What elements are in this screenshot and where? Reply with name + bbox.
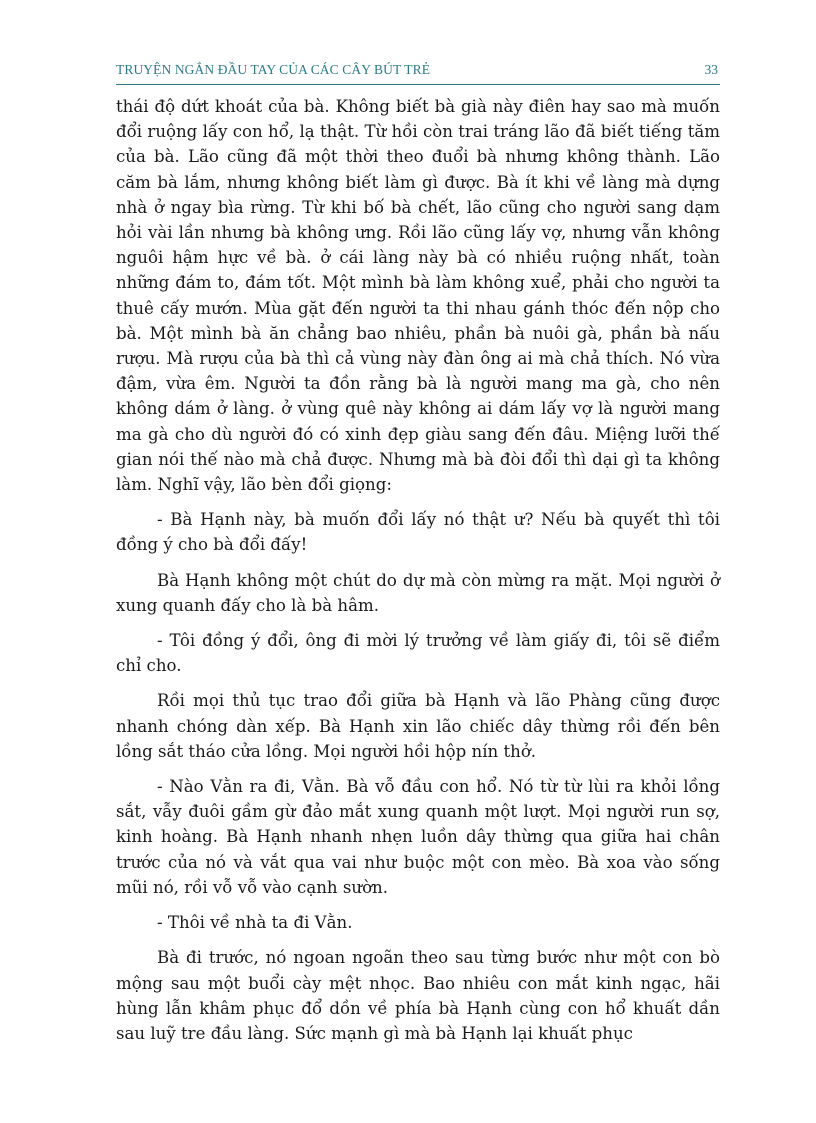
paragraph: Bà đi trước, nó ngoan ngoãn theo sau từng bước như một con bò mộng sau một buổi cày mệt nhọc. Bao nhiêu con mắt kinh ngạc, hãi hùng lẫn khâm phục đổ dồn về phía bà Hạnh cùng con hổ khuất dần sau luỹ tre đầu làng. Sức mạnh gì mà bà Hạnh lại khuất phục	[116, 948, 720, 1043]
paragraph: thái độ dứt khoát của bà. Không biết bà già này điên hay sao mà muốn đổi ruộng lấy con hổ, lạ thật. Từ hồi còn trai tráng lão đã biết tiếng tăm của bà. Lão cũng đã một thời theo đuổi bà nhưng không thành. Lão căm bà lắm, nhưng không biết làm gì được. Bà ít khi về làng mà dựng nhà ở ngay bìa rừng. Từ khi bố bà chết, lão cũng cho người sang dạm hỏi vài lần nhưng bà không ưng. Rồi lão cũng lấy vợ, nhưng vẫn không nguôi hậm hực về bà. ở cái làng này bà có nhiều ruộng nhất, toàn những đám to, đám tốt. Một mình bà làm không xuể, phải cho người ta thuê cấy mướn. Mùa gặt đến người ta thi nhau gánh thóc đến nộp cho bà. Một mình bà ăn chẳng bao nhiêu, phần bà nuôi gà, phần bà nấu rượu. Mà rượu của bà thì cả vùng này đàn ông ai mà chả thích. Nó vừa đậm, vừa êm. Người ta đồn rằng bà là người mang ma gà, cho nên không dám ở làng. ở vùng quê này không ai dám lấy vợ là người mang ma gà cho dù người đó có xinh đẹp giàu sang đến đâu. Miệng lưỡi thế gian nói thế nào mà chả được. Nhưng mà bà đòi đổi thì dại gì ta không làm. Nghĩ vậy, lão bèn đổi giọng:	[116, 97, 720, 495]
paragraph: - Bà Hạnh này, bà muốn đổi lấy nó thật ư? Nếu bà quyết thì tôi đồng ý cho bà đổi đấy!	[116, 510, 720, 555]
page-body	[116, 94, 720, 1056]
paragraph: - Thôi về nhà ta đi Vằn.	[157, 913, 353, 933]
paragraph: Rồi mọi thủ tục trao đổi giữa bà Hạnh và lão Phàng cũng được nhanh chóng dàn xếp. Bà Hạnh xin lão chiếc dây thừng rồi đến bên lồng sắt tháo cửa lồng. Mọi người hồi hộp nín thở.	[116, 691, 720, 761]
page-number: 33	[704, 62, 718, 77]
paragraph: - Tôi đồng ý đổi, ông đi mời lý trưởng về làm giấy đi, tôi sẽ điểm chỉ cho.	[116, 631, 720, 676]
paragraph: Bà Hạnh không một chút do dự mà còn mừng ra mặt. Mọi người ở xung quanh đấy cho là bà hâm.	[116, 570, 720, 615]
header-divider	[116, 84, 720, 85]
paragraph: - Nào Vằn ra đi, Vằn. Bà vỗ đầu con hổ. Nó từ từ lùi ra khỏi lồng sắt, vẫy đuôi gầm gừ đảo mắt xung quanh một lượt. Mọi người run sợ, kinh hoàng. Bà Hạnh nhanh nhẹn luồn dây thừng qua giữa hai chân trước của nó và vắt qua vai như buộc một con mèo. Bà xoa vào sống mũi nó, rồi vỗ vỗ vào cạnh sườn.	[116, 777, 720, 897]
running-header	[116, 62, 718, 80]
running-header-title: TRUYỆN NGẮN ĐẦU TAY CỦA CÁC CÂY BÚT TRẺ	[116, 62, 431, 77]
